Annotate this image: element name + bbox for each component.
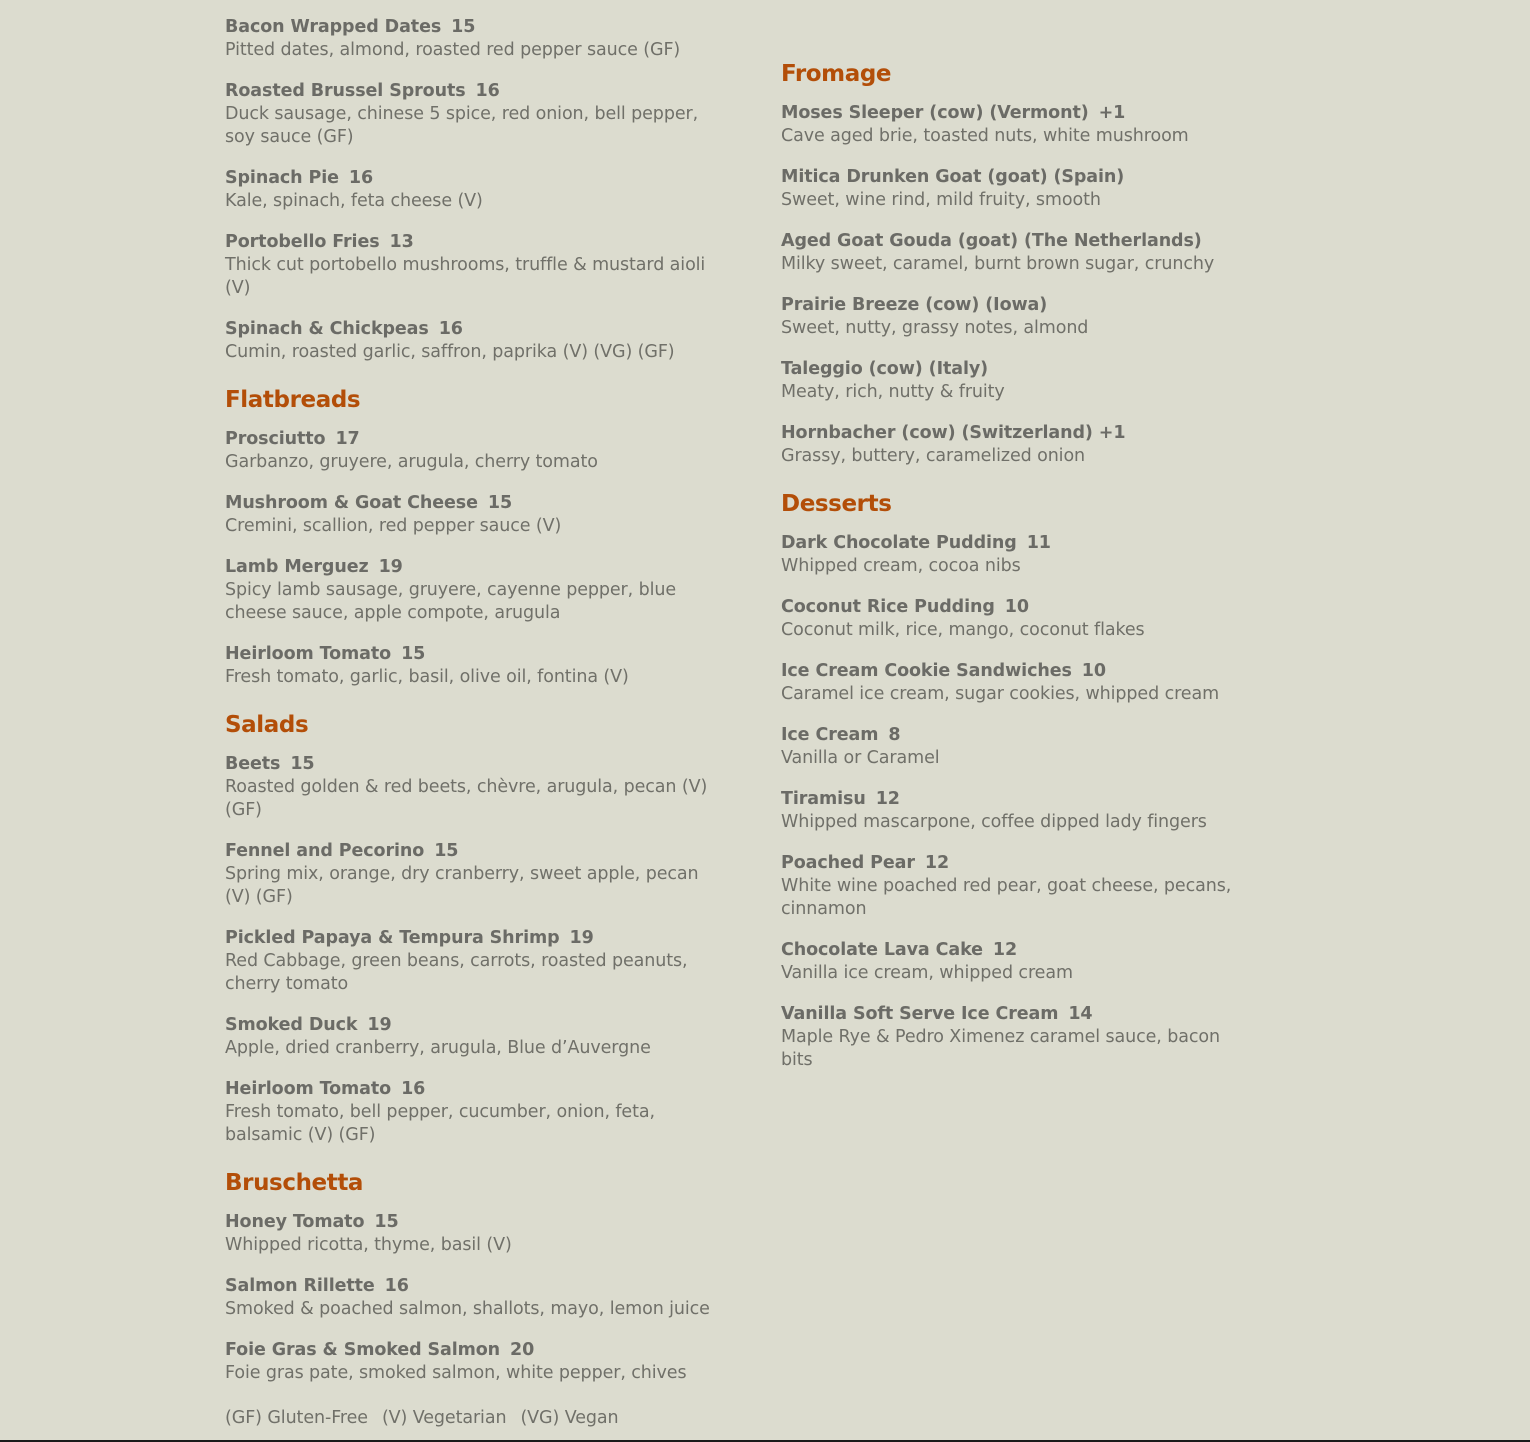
menu-item-description: Smoked & poached salmon, shallots, mayo, lemon juice xyxy=(225,1299,710,1319)
menu-item-description: Maple Rye & Pedro Ximenez caramel sauce, bacon bits xyxy=(781,1027,1220,1070)
menu-item-description: Grassy, buttery, caramelized onion xyxy=(781,446,1086,466)
menu-item-price: 16 xyxy=(475,81,500,101)
menu-item-price: 15 xyxy=(401,644,426,664)
menu-item-name-line xyxy=(225,1078,725,1101)
menu-item-price: 12 xyxy=(924,853,950,873)
menu-item-name: Salmon Rillette xyxy=(225,1276,375,1296)
menu-item-name-line xyxy=(225,231,725,254)
menu-item xyxy=(781,102,1251,148)
menu-item-description: Whipped ricotta, thyme, basil (V) xyxy=(225,1235,512,1255)
menu-item-price: 12 xyxy=(992,940,1018,960)
menu-item-name-line xyxy=(225,753,725,776)
menu-item-name: Foie Gras & Smoked Salmon xyxy=(225,1340,501,1360)
menu-item-name-line xyxy=(225,492,725,515)
legend-entry: (VG) Vegan xyxy=(520,1408,619,1428)
menu-item xyxy=(781,358,1251,404)
section-title: Flatbreads xyxy=(225,387,361,413)
legend-entry: (V) Vegetarian xyxy=(381,1408,507,1428)
menu-item-price: 15 xyxy=(487,493,513,513)
menu-item xyxy=(781,852,1251,921)
menu-item-description: Vanilla ice cream, whipped cream xyxy=(781,963,1073,983)
menu-item xyxy=(781,166,1251,212)
menu-item xyxy=(781,788,1251,834)
menu-section xyxy=(225,711,725,1147)
menu-item-name-line xyxy=(781,102,1251,125)
menu-item-name-line xyxy=(781,532,1251,555)
menu-item-description: Garbanzo, gruyere, arugula, cherry tomato xyxy=(225,452,598,472)
menu-item-name: Honey Tomato xyxy=(225,1212,365,1232)
menu-item-description: Whipped cream, cocoa nibs xyxy=(781,556,1021,576)
menu-item-name-line xyxy=(225,80,725,103)
menu-item-description: Fresh tomato, bell pepper, cucumber, onion, feta, balsamic (V) (GF) xyxy=(225,1102,655,1145)
menu-item xyxy=(781,660,1251,706)
menu-item-price: 15 xyxy=(290,754,315,774)
section-title: Bruschetta xyxy=(225,1170,364,1196)
menu-item-name-line xyxy=(225,840,725,863)
menu-item-price: 16 xyxy=(348,168,374,188)
menu-item-name: Roasted Brussel Sprouts xyxy=(225,81,466,101)
menu-item xyxy=(225,840,725,909)
menu-item-name: Aged Goat Gouda (goat) (The Netherlands) xyxy=(781,231,1202,251)
menu-item xyxy=(225,1078,725,1147)
menu-item-description: Foie gras pate, smoked salmon, white pepper, chives xyxy=(225,1363,687,1383)
menu-item-name: Prosciutto xyxy=(225,429,326,449)
menu-item-name: Spinach & Chickpeas xyxy=(225,319,429,339)
menu-item-name-line xyxy=(225,643,725,666)
menu-item xyxy=(781,724,1251,770)
menu-item-price: 10 xyxy=(1004,597,1029,617)
menu-item-name-line xyxy=(225,1275,725,1298)
menu-item-description: Fresh tomato, garlic, basil, olive oil, fontina (V) xyxy=(225,667,629,687)
menu-item-name-line xyxy=(225,1339,725,1362)
menu-item xyxy=(781,532,1251,578)
menu-item-name: Mitica Drunken Goat (goat) (Spain) xyxy=(781,167,1125,187)
menu-item-description: Cremini, scallion, red pepper sauce (V) xyxy=(225,516,562,536)
menu-item-name-line xyxy=(225,428,725,451)
menu-item-price: 19 xyxy=(367,1015,392,1035)
menu-item-name: Chocolate Lava Cake xyxy=(781,940,983,960)
menu-item-name: Poached Pear xyxy=(781,853,915,873)
menu-item-price: 8 xyxy=(888,725,901,745)
menu-item-price: 16 xyxy=(438,319,463,339)
menu-item-price: 17 xyxy=(335,429,360,449)
menu-item-description: Meaty, rich, nutty & fruity xyxy=(781,382,1005,402)
menu-item-name: Pickled Papaya & Tempura Shrimp xyxy=(225,928,560,948)
menu-item-price: 10 xyxy=(1081,661,1106,681)
menu-item xyxy=(225,556,725,625)
menu-item xyxy=(781,596,1251,642)
menu-item-price: 16 xyxy=(384,1276,409,1296)
menu-item xyxy=(781,1003,1251,1072)
menu-item-name-line xyxy=(781,166,1251,189)
menu-item xyxy=(225,1275,725,1321)
intro-section xyxy=(225,16,725,364)
menu-item-description: Kale, spinach, feta cheese (V) xyxy=(225,191,483,211)
menu-item xyxy=(225,643,725,689)
menu-item-description: Spicy lamb sausage, gruyere, cayenne pepper, blue cheese sauce, apple compote, arugula xyxy=(225,580,677,623)
menu-item-price: 19 xyxy=(569,928,594,948)
menu-item-price: 15 xyxy=(374,1212,399,1232)
legend-entry: (GF) Gluten-Free xyxy=(225,1408,368,1428)
menu-item xyxy=(781,939,1251,985)
menu-left-column xyxy=(225,16,725,1430)
menu-item-price: 19 xyxy=(378,557,403,577)
left-sections xyxy=(225,386,725,1385)
menu-item-description: Coconut milk, rice, mango, coconut flakes xyxy=(781,620,1145,640)
menu-item xyxy=(225,428,725,474)
section-title: Desserts xyxy=(781,491,892,517)
menu-item-name-line xyxy=(781,230,1251,253)
menu-item-name-line xyxy=(225,1014,725,1037)
menu-item-description: Caramel ice cream, sugar cookies, whipped cream xyxy=(781,684,1220,704)
menu-item-name: Fennel and Pecorino xyxy=(225,841,425,861)
menu-item xyxy=(225,231,725,300)
dietary-legend xyxy=(225,1407,725,1430)
menu-item-name-line xyxy=(781,596,1251,619)
menu-item-description: Roasted golden & red beets, chèvre, arugula, pecan (V) (GF) xyxy=(225,777,708,820)
menu-item xyxy=(225,16,725,62)
menu-section xyxy=(781,490,1251,1072)
menu-item-name: Mushroom & Goat Cheese xyxy=(225,493,478,513)
menu-section xyxy=(225,1169,725,1385)
menu-item-description: Whipped mascarpone, coffee dipped lady fingers xyxy=(781,812,1207,832)
menu-item-price: +1 xyxy=(1098,103,1126,123)
menu-item-description: Thick cut portobello mushrooms, truffle & mustard aioli (V) xyxy=(225,255,706,298)
menu-item-name: Prairie Breeze (cow) (Iowa) xyxy=(781,295,1048,315)
menu-item-description: Red Cabbage, green beans, carrots, roasted peanuts, cherry tomato xyxy=(225,951,688,994)
menu-section xyxy=(781,60,1251,468)
menu-item-name: Bacon Wrapped Dates xyxy=(225,17,442,37)
menu-item-name-line xyxy=(781,939,1251,962)
menu-item-name-line xyxy=(781,660,1251,683)
menu-item-name: Taleggio (cow) (Italy) xyxy=(781,359,989,379)
menu-item-name-line xyxy=(781,358,1251,381)
menu-item-description: Cave aged brie, toasted nuts, white mushroom xyxy=(781,126,1189,146)
menu-item-price: 15 xyxy=(451,17,476,37)
menu-item xyxy=(225,80,725,149)
menu-item xyxy=(781,422,1251,468)
menu-right-column xyxy=(781,60,1251,1094)
menu-item-name: Coconut Rice Pudding xyxy=(781,597,995,617)
menu-item-description: Sweet, nutty, grassy notes, almond xyxy=(781,318,1089,338)
menu-item-name: Hornbacher (cow) (Switzerland) +1 xyxy=(781,423,1126,443)
menu-item-price: 11 xyxy=(1026,533,1051,553)
menu-item xyxy=(225,753,725,822)
menu-item-description: Sweet, wine rind, mild fruity, smooth xyxy=(781,190,1101,210)
menu-item-description: Spring mix, orange, dry cranberry, sweet apple, pecan (V) (GF) xyxy=(225,864,699,907)
menu-item xyxy=(781,294,1251,340)
menu-item xyxy=(225,492,725,538)
menu-item-name-line xyxy=(781,422,1251,445)
menu-item-name-line xyxy=(225,1211,725,1234)
menu-item-name-line xyxy=(225,927,725,950)
menu-item-name: Ice Cream Cookie Sandwiches xyxy=(781,661,1072,681)
menu-item-name-line xyxy=(781,852,1251,875)
menu-item-name: Tiramisu xyxy=(781,789,866,809)
menu-item-price: 16 xyxy=(401,1079,426,1099)
menu-item xyxy=(781,230,1251,276)
menu-item-name-line xyxy=(225,556,725,579)
section-title: Fromage xyxy=(781,61,892,87)
menu-item-description: White wine poached red pear, goat cheese, pecans, cinnamon xyxy=(781,876,1232,919)
menu-item-price: 15 xyxy=(434,841,459,861)
menu-item-name: Moses Sleeper (cow) (Vermont) xyxy=(781,103,1089,123)
menu-item xyxy=(225,167,725,213)
right-sections xyxy=(781,60,1251,1072)
menu-item xyxy=(225,927,725,996)
menu-item-description: Duck sausage, chinese 5 spice, red onion, bell pepper, soy sauce (GF) xyxy=(225,104,699,147)
menu-item-name: Heirloom Tomato xyxy=(225,644,392,664)
menu-item-name: Beets xyxy=(225,754,281,774)
menu-item-name: Smoked Duck xyxy=(225,1015,358,1035)
menu-item-name: Dark Chocolate Pudding xyxy=(781,533,1017,553)
menu-section xyxy=(225,386,725,689)
menu-item-name: Ice Cream xyxy=(781,725,879,745)
menu-item-description: Pitted dates, almond, roasted red pepper sauce (GF) xyxy=(225,40,681,60)
menu-item-name-line xyxy=(781,294,1251,317)
menu-item-name: Vanilla Soft Serve Ice Cream xyxy=(781,1004,1059,1024)
menu-item xyxy=(225,1211,725,1257)
menu-item-description: Cumin, roasted garlic, saffron, paprika (V) (VG) (GF) xyxy=(225,342,675,362)
menu-item-name-line xyxy=(225,16,725,39)
menu-item-name-line xyxy=(225,167,725,190)
menu-item xyxy=(225,1339,725,1385)
menu-item-price: 14 xyxy=(1068,1004,1093,1024)
menu-item-name-line xyxy=(781,788,1251,811)
menu-item-name: Lamb Merguez xyxy=(225,557,369,577)
menu-item-name: Heirloom Tomato xyxy=(225,1079,392,1099)
section-title: Salads xyxy=(225,712,309,738)
menu-item xyxy=(225,318,725,364)
menu-item-name-line xyxy=(781,724,1251,747)
menu-item-description: Milky sweet, caramel, burnt brown sugar, crunchy xyxy=(781,254,1215,274)
menu-item-name: Spinach Pie xyxy=(225,168,339,188)
menu-item-price: 12 xyxy=(875,789,900,809)
menu-item xyxy=(225,1014,725,1060)
menu-item-name-line xyxy=(781,1003,1251,1026)
menu-item-description: Apple, dried cranberry, arugula, Blue d’Auvergne xyxy=(225,1038,651,1058)
menu-item-name-line xyxy=(225,318,725,341)
menu-item-name: Portobello Fries xyxy=(225,232,380,252)
menu-item-description: Vanilla or Caramel xyxy=(781,748,940,768)
menu-item-price: 20 xyxy=(510,1340,535,1360)
menu-item-price: 13 xyxy=(389,232,414,252)
